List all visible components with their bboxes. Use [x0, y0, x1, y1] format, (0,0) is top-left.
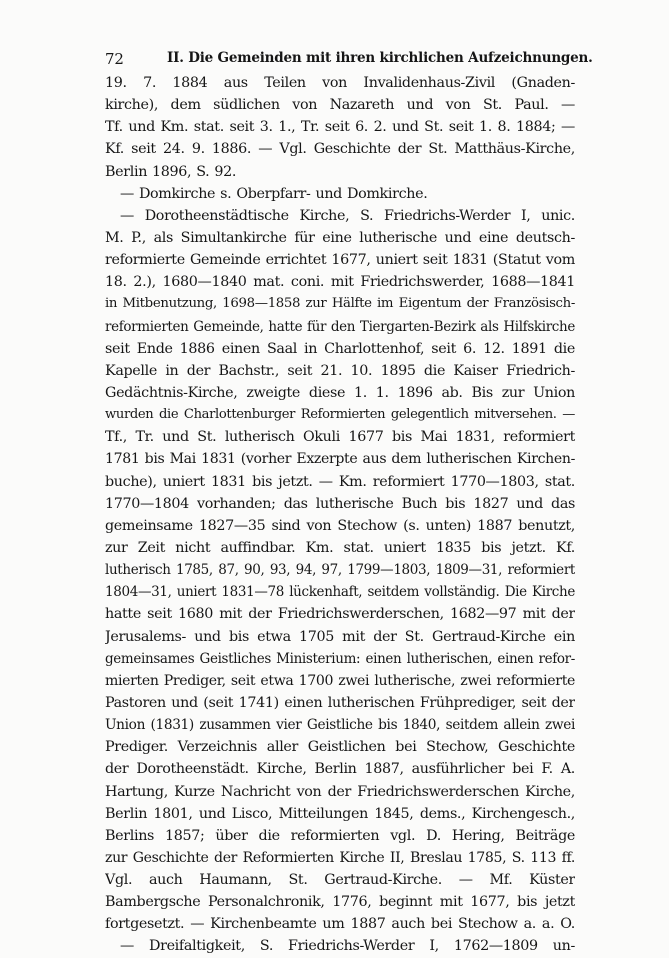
text-line: Prediger. Verzeichnis aller Geistlichen bei Stechow, Geschichte [105, 739, 575, 756]
text-line: reformierten Gemeinde, hatte für den Tiergarten-Bezirk als Hilfskirche [105, 318, 575, 335]
text-line: 18. 2.), 1680—1840 mat. coni. mit Friedrichswerder, 1688—1841 [105, 274, 575, 291]
text-line: reformierte Gemeinde errichtet 1677, uniert seit 1831 (Statut vom [105, 252, 575, 269]
text-line: Berlin 1801, und Lisco, Mitteilungen 1845, dems., Kirchengesch., [105, 805, 575, 822]
text-line: zur Geschichte der Reformierten Kirche II, Breslau 1785, S. 113 ff. [105, 849, 575, 866]
text-line: 1781 bis Mai 1831 (vorher Exzerpte aus dem lutherischen Kirchen- [105, 451, 575, 468]
text-line: lutherisch 1785, 87, 90, 93, 94, 97, 1799—1803, 1809—31, reformiert [105, 562, 575, 579]
text-line: Berlin 1896, S. 92. [105, 163, 237, 180]
text-line: Kapelle in der Bachstr., seit 21. 10. 1895 die Kaiser Friedrich- [105, 362, 575, 379]
text-line: gemeinsames Geistliches Ministerium: einen lutherischen, einen refor- [105, 650, 575, 667]
text-line: Kf. seit 24. 9. 1886. — Vgl. Geschichte der St. Matthäus-Kirche, [105, 141, 575, 158]
text-line: seit Ende 1886 einen Saal in Charlottenhof, seit 6. 12. 1891 die [105, 340, 575, 357]
body-text [105, 72, 575, 958]
text-line: Vgl. auch Haumann, St. Gertraud-Kirche. — Mf. Küster [105, 872, 575, 889]
text-line: Pastoren und (seit 1741) einen lutherischen Frühprediger, seit der [105, 694, 575, 711]
text-line: Union (1831) zusammen vier Geistliche bis 1840, seitdem allein zwei [105, 717, 575, 734]
text-line: hatte seit 1680 mit der Friedrichswerderschen, 1682—97 mit der [105, 606, 575, 623]
text-line: Berlins 1857; über die reformierten vgl. D. Hering, Beiträge [105, 827, 575, 844]
page-header [105, 42, 593, 72]
text-line: Gedächtnis-Kirche, zweigte diese 1. 1. 1896 ab. Bis zur Union [105, 384, 575, 401]
running-head: II. Die Gemeinden mit ihren kirchlichen Aufzeichnungen. [167, 50, 593, 66]
text-line: mierten Prediger, seit etwa 1700 zwei lutherische, zwei reformierte [105, 672, 575, 689]
text-line: 19. 7. 1884 aus Teilen von Invalidenhaus-Zivil (Gnaden- [105, 75, 575, 91]
text-line: wurden die Charlottenburger Reformierten gelegentlich mitversehen. — [105, 407, 575, 423]
text-line: Jerusalems- und bis etwa 1705 mit der St. Gertraud-Kirche ein [105, 628, 575, 645]
text-line: 1804—31, uniert 1831—78 lückenhaft, seitdem vollständig. Die Kirche [105, 584, 575, 601]
text-line: fortgesetzt. — Kirchenbeamte um 1887 auch bei Stechow a. a. O. [105, 916, 575, 933]
text-line: — Dreifaltigkeit, S. Friedrichs-Werder I, 1762—1809 un- [120, 938, 575, 955]
book-page [105, 42, 593, 958]
text-line: in Mitbenutzung, 1698—1858 zur Hälfte im Eigentum der Französisch- [105, 296, 575, 312]
text-line: gemeinsame 1827—35 sind von Stechow (s. unten) 1887 benutzt, [105, 517, 575, 534]
text-line: kirche), dem südlichen von Nazareth und von St. Paul. — [105, 97, 575, 114]
text-line: Bambergsche Personalchronik, 1776, beginnt mit 1677, bis jetzt [105, 894, 575, 911]
page-number: 72 [105, 50, 124, 68]
text-line: M. P., als Simultankirche für eine lutherische und eine deutsch- [105, 229, 575, 246]
text-line: Hartung, Kurze Nachricht von der Friedrichswerderschen Kirche, [105, 783, 575, 800]
text-line: — Dorotheenstädtische Kirche, S. Friedrichs-Werder I, unic. [120, 207, 575, 224]
text-line: — Domkirche s. Oberpfarr- und Domkirche. [120, 185, 428, 202]
text-line: 1770—1804 vorhanden; das lutherische Buch bis 1827 und das [105, 495, 575, 512]
text-line: der Dorotheenstädt. Kirche, Berlin 1887, ausführlicher bei F. A. [105, 761, 575, 778]
text-line: zur Zeit nicht auffindbar. Km. stat. uniert 1835 bis jetzt. Kf. [105, 539, 575, 556]
text-line: Tf. und Km. stat. seit 3. 1., Tr. seit 6. 2. und St. seit 1. 8. 1884; — [105, 119, 575, 136]
text-line: buche), uniert 1831 bis jetzt. — Km. reformiert 1770—1803, stat. [105, 473, 575, 490]
text-line: Tf., Tr. und St. lutherisch Okuli 1677 bis Mai 1831, reformiert [105, 429, 575, 446]
